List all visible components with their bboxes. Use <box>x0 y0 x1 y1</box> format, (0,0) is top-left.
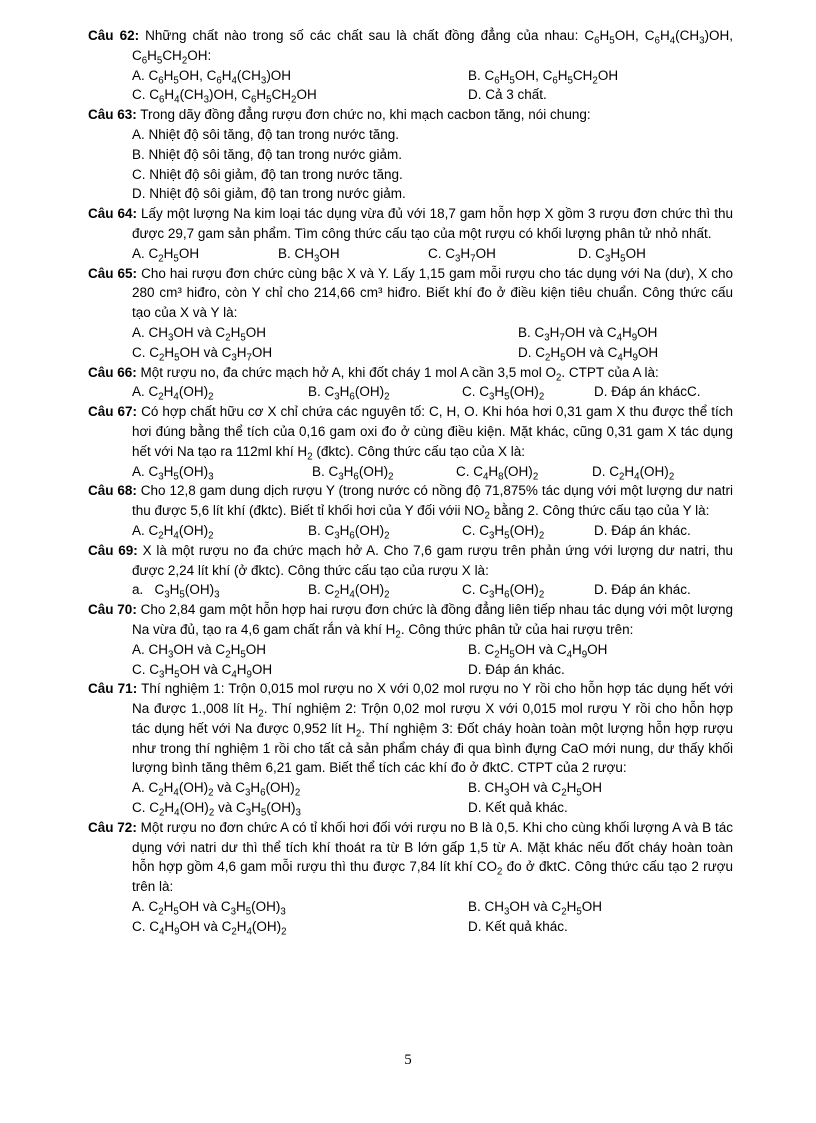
option-b: B. Nhiệt độ sôi tăng, độ tan trong nước giảm. <box>132 146 403 162</box>
options-row <box>88 382 733 402</box>
question-71 <box>88 679 733 818</box>
question-text: Có hợp chất hữu cơ X chỉ chứa các nguyên tố: C, H, O. Khi hóa hơi 0,31 gam X thu được thể tích hơi đúng bằng thể tích của 0,16 gam oxi đo ở cùng điều kiện. Mặt khác, cũng 0,31 gam X tác dụng hết với Na tạo ra 112ml khí $H_2$ (đktc). Công thức cấu tạo của X là: <box>132 404 733 463</box>
option-b: B. $C_3H_7OH$ và $C_4H_9OH$ <box>518 324 658 344</box>
question-stem <box>88 600 733 640</box>
question-text: Lấy một lượng Na kim loại tác dụng vừa đủ với 18,7 gam hỗn hợp X gồm 3 rượu đơn chức thì thu được 29,7 gam sản phẩm. Tìm công thức cấu tạo của một rượu có khối lượng phân tử nhỏ nhất. <box>132 206 733 241</box>
options-row <box>88 462 733 482</box>
options-row <box>88 640 733 660</box>
option-a: A. $C_2H_5OH$ và $C_3H_5(OH)_3$ <box>132 899 286 918</box>
option-b: B. $C_2H_5OH$ và $C_4H_9OH$ <box>468 641 608 661</box>
question-label: Câu 65: <box>88 265 138 281</box>
option-c: C. $C_3H_5(OH)_2$ <box>462 384 545 404</box>
question-68 <box>88 481 733 540</box>
question-stem <box>88 105 733 125</box>
question-text: Trong dãy đồng đẳng rượu đơn chức no, khi mạch cacbon tăng, nói chung: <box>136 107 591 123</box>
option-d: D. $C_2H_5OH$ và $C_4H_9OH$ <box>518 344 659 364</box>
option-d: D. Kết quả khác. <box>468 918 568 934</box>
option-c: C. $C_2H_4(OH)_2$ và $C_3H_5(OH)_3$ <box>132 800 301 819</box>
question-label: Câu 71: <box>88 681 138 697</box>
question-stem <box>88 679 733 778</box>
option-a: A. $C_6H_5OH$, $C_6H_4(CH_3)OH$ <box>132 67 292 87</box>
option-a: A. $C_2H_4(OH)_2$ <box>132 522 214 542</box>
option-b: B. $C_3H_6(OH)_2$ <box>308 522 390 542</box>
question-stem <box>88 204 733 244</box>
option-b: B. $C_3H_6(OH)_2$ <box>312 463 394 483</box>
option-d: D. Đáp án khác. <box>594 582 691 598</box>
question-text: Những chất nào trong số các chất sau là chất đồng đẳng của nhau: $C_6H_5OH$, $C_6H_4(CH_3)OH$, $C_6H_5CH_2OH$: <box>132 28 733 67</box>
question-64 <box>88 204 733 263</box>
question-stem <box>88 363 733 383</box>
option-d: D. $C_3H_5OH$ <box>578 245 646 265</box>
question-65 <box>88 264 733 363</box>
option-b: B. $CH_3OH$ và $C_2H_5OH$ <box>468 780 602 799</box>
option-d: D. Đáp án khácC. <box>594 384 701 400</box>
question-stem <box>88 481 733 521</box>
options-list <box>88 125 733 204</box>
options-row <box>88 343 733 363</box>
option-c: C. $C_6H_4(CH_3)OH$, $C_6H_5CH_2OH$ <box>132 87 317 107</box>
options-row <box>88 521 733 541</box>
option-a: A. $C_2H_5OH$ <box>132 245 200 265</box>
option-a: A. $CH_3OH$ và $C_2H_5OH$ <box>132 324 266 344</box>
options-row <box>88 897 733 917</box>
question-stem <box>88 818 733 897</box>
question-label: Câu 66: <box>88 364 137 380</box>
question-text: Thí nghiệm 1: Trộn 0,015 mol rượu no X với 0,02 mol rượu no Y rồi cho hỗn hợp tác dụng hết với Na được 1.,008 lít $H_2$. Thí nghiệm 2: Trộn 0,02 mol rượu X với 0,015 mol rượu Y rồi cho hỗn hợp tác dụng hết với Na được 0,952 lít $H_2$. Thí nghiệm 3: Đốt cháy hoàn toàn một lượng hỗn hợp rượu như trong thí nghiệm 1 rồi cho tất cả sản phẩm cháy đi qua bình đựng CaO mới nung, dư thấy khối lượng bình tăng thêm 6,21 gam. Biết thể tích các khí đo ở đktC. CTPT của 2 rượu: <box>132 681 733 776</box>
options-row <box>88 798 733 818</box>
option-b: B. $C_6H_5OH$, $C_6H_5CH_2OH$ <box>468 67 619 87</box>
option-b: B. $C_2H_4(OH)_2$ <box>308 582 390 601</box>
option-a: a. $C_3H_5(OH)_3$ <box>132 582 220 601</box>
question-63 <box>88 105 733 204</box>
question-text: Cho hai rượu đơn chức cùng bậc X và Y. Lấy 1,15 gam mỗi rượu cho tác dụng với Na (dư), X cho 280 cm³ hiđro, còn Y chỉ cho 214,66 cm³ hiđro. Biết khí đo ở điều kiện tiêu chuẩn. Công thức cấu tạo của X và Y là: <box>132 265 733 321</box>
options-row <box>88 580 733 600</box>
question-text: Cho 12,8 gam dung dịch rượu Y (trong nước có nồng độ 71,875% tác dụng với một lượng dư natri thu được 5,6 lít khí (đktc). Biết tỉ khối hơi của Y đối vớii $NO_2$ bằng 2. Công thức cấu tạo của Y là: <box>132 483 733 522</box>
question-66 <box>88 363 733 403</box>
option-a: A. $C_3H_5(OH)_3$ <box>132 463 214 483</box>
option-d: D. Nhiệt độ sôi giảm, độ tan trong nước giảm. <box>132 186 406 202</box>
question-label: Câu 72: <box>88 819 137 835</box>
option-d: D. Cả 3 chất. <box>468 87 547 103</box>
option-c: C. $C_3H_5OH$ và $C_4H_9OH$ <box>132 661 273 681</box>
question-67 <box>88 402 733 481</box>
question-label: Câu 70: <box>88 602 137 618</box>
option-d: D. Kết quả khác. <box>468 800 568 816</box>
question-text: X là một rượu no đa chức mạch hở A. Cho 7,6 gam rượu trên phản ứng với lượng dư natri, thu được 2,24 lít khí (ở đktc). Công thức cấu tạo của rượu X là: <box>132 542 733 578</box>
question-69 <box>88 541 733 600</box>
question-72 <box>88 818 733 937</box>
options-row <box>88 917 733 937</box>
options-row <box>88 323 733 343</box>
option-d: D. Đáp án khác. <box>468 661 565 677</box>
question-label: Câu 64: <box>88 206 138 222</box>
option-c: C. $C_4H_8(OH)_2$ <box>456 463 539 483</box>
option-c: C. $C_3H_6(OH)_2$ <box>462 582 545 601</box>
question-stem <box>88 26 733 66</box>
question-text: Một rượu no đơn chức A có tỉ khối hơi đối với rượu no B là 0,5. Khi cho cùng khối lượng A và B tác dụng với natri dư thì thể tích khí thoát ra từ B lớn gấp 1,5 từ A. Mặt khác nếu đốt cháy hoàn toàn hỗn hợp gồm 4,6 gam mỗi rượu thì thu được 7,84 lít khí $CO_2$ đo ở đktC. Công thức cấu tạo 2 rượu trên là: <box>132 819 733 895</box>
options-row <box>88 66 733 86</box>
option-a: A. $C_2H_4(OH)_2$ và $C_3H_6(OH)_2$ <box>132 780 301 799</box>
options-row <box>88 660 733 680</box>
option-c: C. Nhiệt độ sôi giảm, độ tan trong nước tăng. <box>132 166 403 182</box>
question-label: Câu 62: <box>88 28 140 43</box>
option-c: C. $C_4H_9OH$ và $C_2H_4(OH)_2$ <box>132 918 287 938</box>
document-page <box>88 26 733 937</box>
question-label: Câu 63: <box>88 107 137 123</box>
option-b: B. $CH_3OH$ <box>278 245 340 265</box>
option-d: D. $C_2H_4(OH)_2$ <box>592 463 675 483</box>
question-text: Một rượu no, đa chức mạch hở A, khi đốt cháy 1 mol A cần 3,5 mol $O_2$. CTPT của A là: <box>136 364 659 384</box>
page-number: 5 <box>404 1052 412 1068</box>
option-a: A. $C_2H_4(OH)_2$ <box>132 384 214 404</box>
question-label: Câu 67: <box>88 404 138 420</box>
question-70 <box>88 600 733 679</box>
question-stem <box>88 402 733 461</box>
option-c: C. $C_2H_5OH$ và $C_3H_7OH$ <box>132 344 273 364</box>
option-b: B. $C_3H_6(OH)_2$ <box>308 384 390 404</box>
option-c: C. $C_3H_7OH$ <box>428 245 496 265</box>
options-row <box>88 244 733 264</box>
question-label: Câu 68: <box>88 483 137 499</box>
option-a: A. $CH_3OH$ và $C_2H_5OH$ <box>132 641 266 661</box>
question-text: Cho 2,84 gam một hỗn hợp hai rượu đơn chức là đồng đẳng liên tiếp nhau tác dụng với một lượng Na vừa đủ, tạo ra 4,6 gam chất rắn và khí $H_2$. Công thức phân tử của hai rượu trên: <box>132 602 733 641</box>
question-stem <box>88 541 733 581</box>
options-row <box>88 778 733 798</box>
option-b: B. $CH_3OH$ và $C_2H_5OH$ <box>468 899 602 918</box>
question-stem <box>88 264 733 323</box>
options-row <box>88 85 733 105</box>
question-label: Câu 69: <box>88 542 138 558</box>
question-62 <box>88 26 733 105</box>
option-d: D. Đáp án khác. <box>594 522 691 538</box>
option-c: C. $C_3H_5(OH)_2$ <box>462 522 545 542</box>
option-a: A. Nhiệt độ sôi tăng, độ tan trong nước tăng. <box>132 126 400 142</box>
